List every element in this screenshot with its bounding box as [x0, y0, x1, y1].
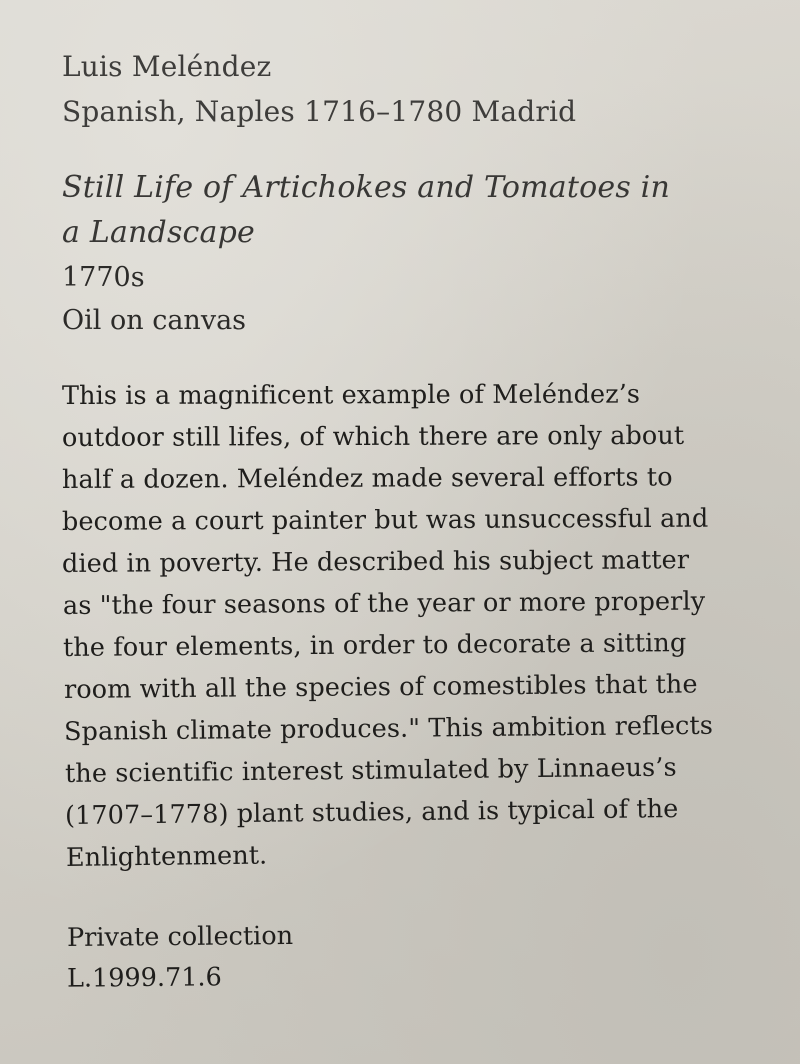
description-line: This is a magnificent example of Meléndez’s: [61, 379, 641, 411]
artist-name: Luis Meléndez: [62, 50, 272, 83]
description-line: the scientific interest stimulated by Linnaeus’s: [64, 752, 677, 789]
accession-number: L.1999.71.6: [66, 962, 222, 994]
credit-line: Private collection: [66, 921, 294, 953]
description-line: become a court painter but was unsuccessful and: [61, 503, 709, 537]
description-line: Spanish climate produces." This ambition reflects: [63, 710, 714, 747]
description-line: (1707–1778) plant studies, and is typical of the: [64, 794, 679, 831]
description-line: died in poverty. He described his subject matter: [61, 545, 690, 579]
description-line: the four elements, in order to decorate a sitting: [62, 628, 687, 663]
description-line: Enlightenment.: [65, 840, 268, 873]
artwork-title-line-1: Still Life of Artichokes and Tomatoes in: [62, 170, 670, 205]
artwork-title-line-2: a Landscape: [62, 215, 255, 250]
artwork-date: 1770s: [62, 262, 145, 293]
description-line: outdoor still lifes, of which there are only about: [61, 420, 685, 453]
description-line: room with all the species of comestibles that the: [63, 669, 698, 705]
artwork-medium: Oil on canvas: [62, 305, 247, 336]
artist-nationality: Spanish, Naples 1716–1780 Madrid: [62, 95, 577, 128]
description-line: half a dozen. Meléndez made several efforts to: [61, 462, 673, 495]
description-line: as "the four seasons of the year or more properly: [62, 586, 706, 621]
